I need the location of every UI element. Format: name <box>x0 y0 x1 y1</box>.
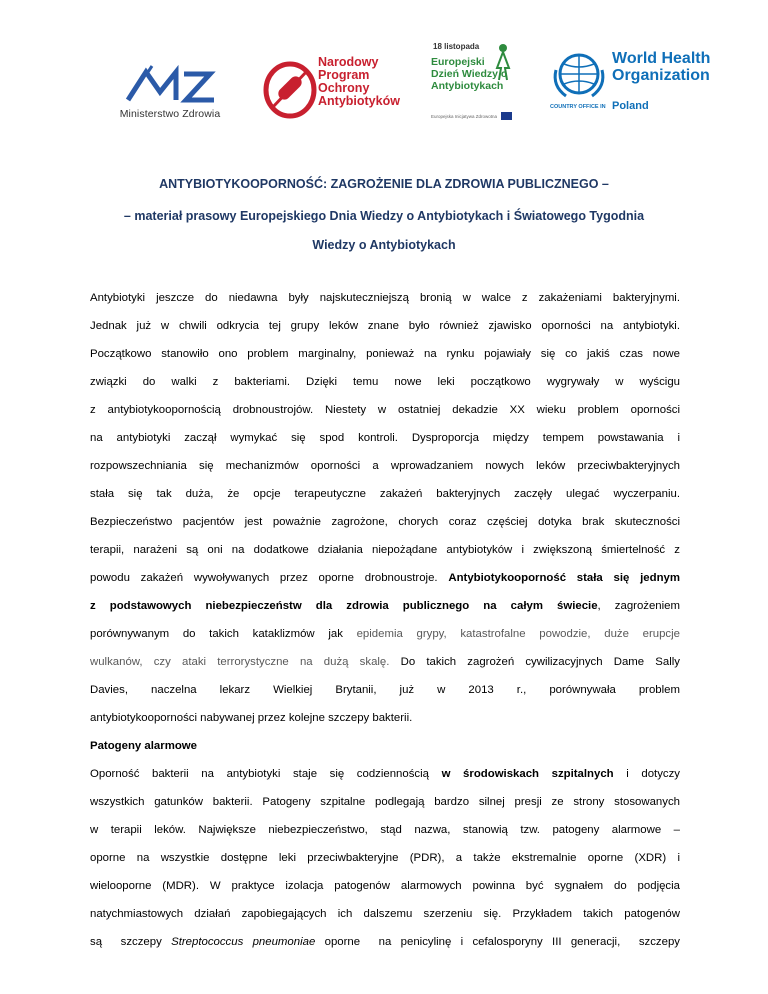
paragraph-line <box>90 598 680 614</box>
edwa-small-text: Europejska Inicjatywa Zdrowotna <box>431 114 498 119</box>
bold-run: Antybiotykooporność stała się jednym <box>448 572 680 584</box>
who-logo <box>550 50 711 122</box>
npoa-logo <box>262 56 402 122</box>
paragraph-line: Bezpieczeństwo pacjentów jest poważnie zagrożone, chorych coraz częściej dotyka brak skuteczności <box>90 516 680 528</box>
paragraph-line <box>90 934 680 950</box>
paragraph-line: Davies, naczelna lekarz Wielkiej Brytanii, już w 2013 r., porównywała problem <box>90 684 680 696</box>
paragraph-line: Jednak już w chwili odkrycia tej grupy leków znane było również zjawisko oporności na antybiotyki. <box>90 320 680 332</box>
ministry-label: Ministerstwo Zdrowia <box>119 108 221 120</box>
paragraph-line <box>90 766 680 782</box>
document-subtitle-cont: Wiedzy o Antybiotykach <box>312 238 456 252</box>
npoa-line: Program <box>318 68 370 82</box>
edwa-text <box>431 56 507 92</box>
edwa-logo <box>425 42 520 128</box>
text-run: i dotyczy <box>613 768 680 780</box>
paragraph-line <box>90 570 680 586</box>
bold-run: z podstawowych niebezpieczeństw dla zdrowia publicznego na całym świecie <box>90 600 598 612</box>
text-run: Do takich zagrożeń cywilizacyjnych Dame Sally <box>389 656 680 668</box>
paragraph-line: z antybiotykoopornością drobnoustrojów. Niestety w ostatniej dekadzie XX wieku problem oporności <box>90 404 680 416</box>
npoa-text <box>318 56 400 108</box>
section-heading: Patogeny alarmowe <box>90 740 197 752</box>
gray-run: wulkanów, czy ataki terrorystyczne na dużą skalę. <box>90 656 390 668</box>
document-subtitle: – materiał prasowy Europejskiego Dnia Wiedzy o Antybiotykach i Światowego Tygodnia <box>123 209 645 223</box>
paragraph-line: związki do walki z bakteriami. Dzięki temu nowe leki początkowo wygrywały w wyścigu <box>90 376 680 388</box>
text-run: , zagrożeniem <box>597 600 680 612</box>
paragraph-line: stała się tak duża, że opcje terapeutyczne zakażeń bakteryjnych zaczęły ulegać wyczerpaniu. <box>90 488 680 500</box>
who-office-label: COUNTRY OFFICE IN <box>550 104 606 110</box>
text-run: są szczepy <box>90 936 172 948</box>
text-run: Oporność bakterii na antybiotyki staje się codziennością <box>90 768 442 780</box>
paragraph-line: Antybiotyki jeszcze do niedawna były najskuteczniejszą bronią w walce z zakażeniami bakteryjnymi. <box>90 292 680 304</box>
italic-run: Streptococcus pneumoniae <box>171 936 316 948</box>
document-title: ANTYBIOTYKOOPORNOŚĆ: ZAGROŻENIE DLA ZDROWIA PUBLICZNEGO – <box>159 177 609 191</box>
eu-flag-icon <box>501 112 512 120</box>
paragraph-line: Początkowo stanowiło ono problem marginalny, ponieważ na rynku pojawiały się co jakiś czas nowe <box>90 348 680 360</box>
logo-row <box>90 40 711 130</box>
paragraph-line: rozpowszechniania się mechanizmów oporności a wprowadzaniem nowych leków przeciwbakteryjnych <box>90 460 680 472</box>
paragraph-line: na antybiotyki zaczął wymykać się spod kontroli. Dysproporcja między tempem powstawania i <box>90 432 680 444</box>
who-country-label: Poland <box>612 100 649 112</box>
text-run: powodu zakażeń wywoływanych przez oporne drobnoustroje. <box>90 572 449 584</box>
who-title-line: World Health <box>612 50 711 67</box>
ministry-logo-mark-icon <box>110 62 230 108</box>
text-run: porównywanym do takich kataklizmów jak <box>90 628 357 640</box>
paragraph-line <box>90 626 680 642</box>
npoa-pill-icon <box>262 56 320 122</box>
npoa-line: Antybiotyków <box>318 94 400 108</box>
who-title-line: Organization <box>612 67 710 84</box>
paragraph-line: natychmiastowych działań zapobiegających ich dalszemu szerzeniu się. Przykładem takich patogenów <box>90 908 680 920</box>
edwa-date: 18 listopada <box>433 42 480 51</box>
edwa-line: Europejski <box>431 56 485 68</box>
ministry-of-health-logo <box>110 62 230 128</box>
text-run: oporne na penicylinę i cefalosporyny III generacji, szczepy <box>315 936 680 948</box>
paragraph-line: antybiotykooporności nabywanej przez kolejne szczepy bakterii. <box>90 712 413 724</box>
who-title <box>612 50 710 84</box>
npoa-line: Narodowy <box>318 55 379 69</box>
paragraph-line: wszystkich gatunków bakterii. Patogeny szpitalne podlegają bardzo silnej presji ze strony stosowanych <box>90 796 680 808</box>
paragraph-line <box>90 654 680 670</box>
edwa-line: Antybiotykach <box>431 80 504 92</box>
paragraph-line: wielooporne (MDR). W praktyce izolacja patogenów alarmowych powinna być sygnałem do podjęcia <box>90 880 680 892</box>
bold-run: w środowiskach szpitalnych <box>441 768 614 780</box>
paragraph-line: w terapii leków. Największe niebezpieczeństwo, stąd nazwa, stanowią tzw. patogeny alarmowe – <box>90 824 680 836</box>
gray-run: epidemia grypy, katastrofalne powodzie, duże erupcje <box>356 628 680 640</box>
paragraph-line: terapii, narażeni są oni na dodatkowe działania niepożądane antybiotyków i zwiększoną śmiertelność z <box>90 544 680 556</box>
edwa-line: Dzień Wiedzy o <box>431 68 508 80</box>
who-emblem-icon <box>550 50 608 102</box>
paragraph-line: oporne na wszystkie dostępne leki przeciwbakteryjne (PDR), a także ekstremalnie oporne (XDR) i <box>90 852 680 864</box>
npoa-line: Ochrony <box>318 81 370 95</box>
